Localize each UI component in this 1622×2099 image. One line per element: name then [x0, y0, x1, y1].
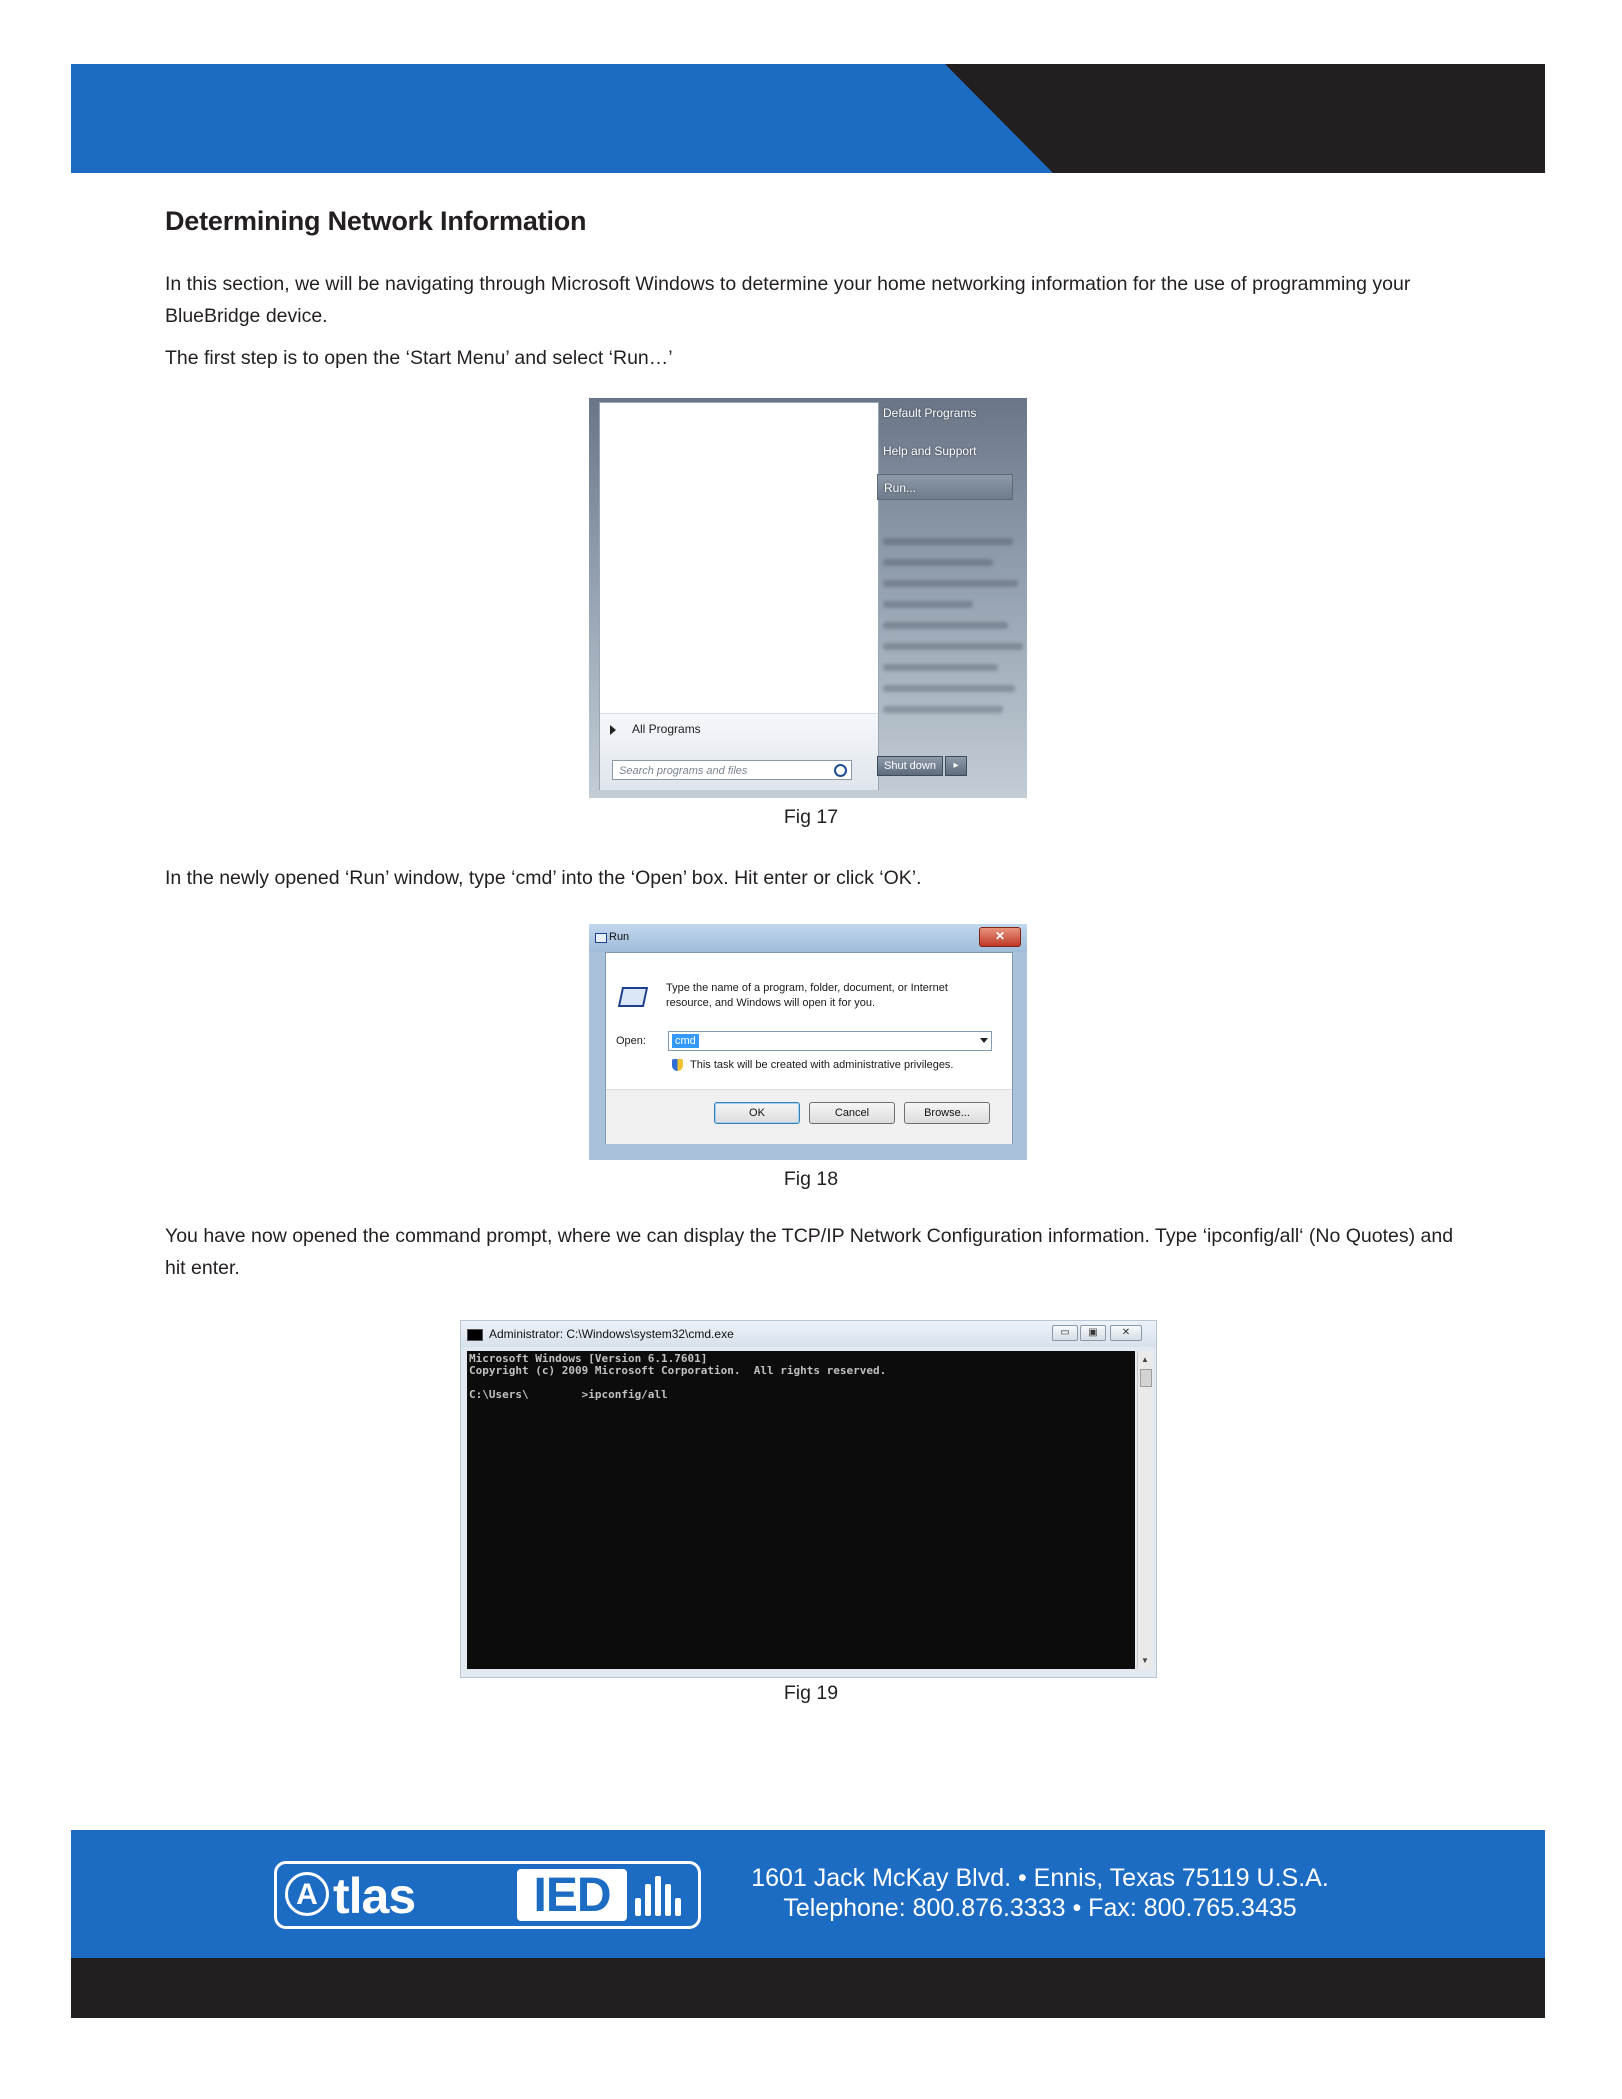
run-item[interactable]: Run...	[877, 474, 1013, 500]
intro-paragraph: In this section, we will be navigating through Microsoft Windows to determine your home networking information for the use of programming your BlueBridge device.	[165, 273, 1411, 327]
console-line-version: Microsoft Windows [Version 6.1.7601]	[469, 1352, 708, 1365]
close-button[interactable]: ✕	[979, 927, 1021, 947]
console-line-copyright: Copyright (c) 2009 Microsoft Corporation. All rights reserved.	[469, 1364, 887, 1377]
logo-ied-box	[517, 1869, 627, 1921]
open-combobox[interactable]	[668, 1031, 992, 1051]
admin-note: This task will be created with administrative privileges.	[690, 1059, 954, 1071]
scroll-up-icon[interactable]: ▲	[1141, 1355, 1149, 1364]
step3-paragraph: You have now opened the command prompt, where we can display the TCP/IP Network Configuration information. Type ‘ipconfig/all‘ (No Quotes) and hit enter.	[165, 1225, 1454, 1279]
search-programs-input[interactable]	[612, 760, 852, 780]
fig19-caption: Fig 19	[783, 1682, 839, 1704]
logo-a-letter: A	[296, 1878, 318, 1911]
cmd-window-screenshot	[460, 1320, 1157, 1678]
all-programs-label: All Programs	[632, 722, 701, 736]
search-placeholder: Search programs and files	[619, 765, 748, 777]
run-dialog-body	[605, 952, 1013, 1144]
start-menu-screenshot	[589, 398, 1027, 798]
chevron-down-icon[interactable]	[980, 1038, 988, 1043]
run-icon	[618, 987, 648, 1007]
logo-atlas-text: tlas	[333, 1868, 416, 1924]
console-line-prompt: C:\Users\ >ipconfig/all	[469, 1388, 668, 1401]
help-support-item[interactable]: Help and Support	[883, 444, 977, 458]
footer-address: 1601 Jack McKay Blvd. • Ennis, Texas 75119 U.S.A.	[751, 1864, 1329, 1892]
shutdown-options-button[interactable]: ▸	[945, 756, 967, 776]
all-programs-item[interactable]	[610, 722, 701, 736]
minimize-icon[interactable]: ▭	[1052, 1325, 1078, 1341]
cancel-button[interactable]: Cancel	[809, 1102, 895, 1124]
header-band	[71, 64, 1545, 173]
browse-button[interactable]: Browse...	[904, 1102, 990, 1124]
close-icon[interactable]: ✕	[1110, 1325, 1142, 1341]
page-title: Determining Network Information	[165, 206, 587, 236]
uac-shield-icon	[672, 1059, 683, 1071]
scroll-down-icon[interactable]: ▼	[1141, 1656, 1149, 1665]
play-arrow-icon	[610, 725, 616, 735]
run-app-icon	[595, 933, 607, 943]
shutdown-button[interactable]: Shut down	[877, 756, 943, 776]
default-programs-item[interactable]: Default Programs	[883, 406, 977, 420]
step1-paragraph: The first step is to open the ‘Start Menu’ and select ‘Run…’	[165, 347, 673, 369]
fig18-caption: Fig 18	[783, 1168, 839, 1190]
run-dialog-screenshot	[589, 924, 1027, 1160]
start-menu-bottom	[600, 713, 878, 790]
run-title: Run	[609, 931, 630, 943]
run-description: Type the name of a program, folder, document, or Internet resource, and Windows will open it for you.	[666, 982, 948, 1009]
cmd-title: Administrator: C:\Windows\system32\cmd.exe	[489, 1327, 734, 1341]
footer-dark-bar	[71, 1958, 1545, 2018]
start-menu-programs-pane	[599, 402, 879, 790]
fig17-caption: Fig 17	[783, 806, 839, 828]
step2-paragraph: In the newly opened ‘Run’ window, type ‘cmd’ into the ‘Open’ box. Hit enter or click ‘OK’.	[165, 867, 922, 889]
ok-button[interactable]: OK	[714, 1102, 800, 1124]
cmd-titlebar	[461, 1321, 1157, 1347]
atlasied-logo	[274, 1861, 701, 1929]
cmd-console[interactable]	[467, 1351, 1135, 1669]
search-icon[interactable]	[834, 764, 847, 777]
open-label: Open:	[616, 1035, 646, 1047]
cmd-app-icon	[467, 1329, 483, 1341]
scroll-thumb[interactable]	[1140, 1369, 1152, 1387]
maximize-icon[interactable]: ▣	[1080, 1325, 1106, 1341]
logo-a-mark	[285, 1872, 329, 1916]
blurred-background	[879, 538, 1027, 727]
run-button-bar	[606, 1089, 1012, 1144]
vertical-scrollbar[interactable]	[1137, 1351, 1153, 1669]
logo-ied-text: IED	[533, 1869, 611, 1922]
footer-contact: Telephone: 800.876.3333 • Fax: 800.765.3435	[783, 1894, 1297, 1922]
run-titlebar	[589, 924, 1027, 952]
header-dark-wedge	[945, 64, 1545, 173]
open-value[interactable]: cmd	[672, 1034, 699, 1048]
